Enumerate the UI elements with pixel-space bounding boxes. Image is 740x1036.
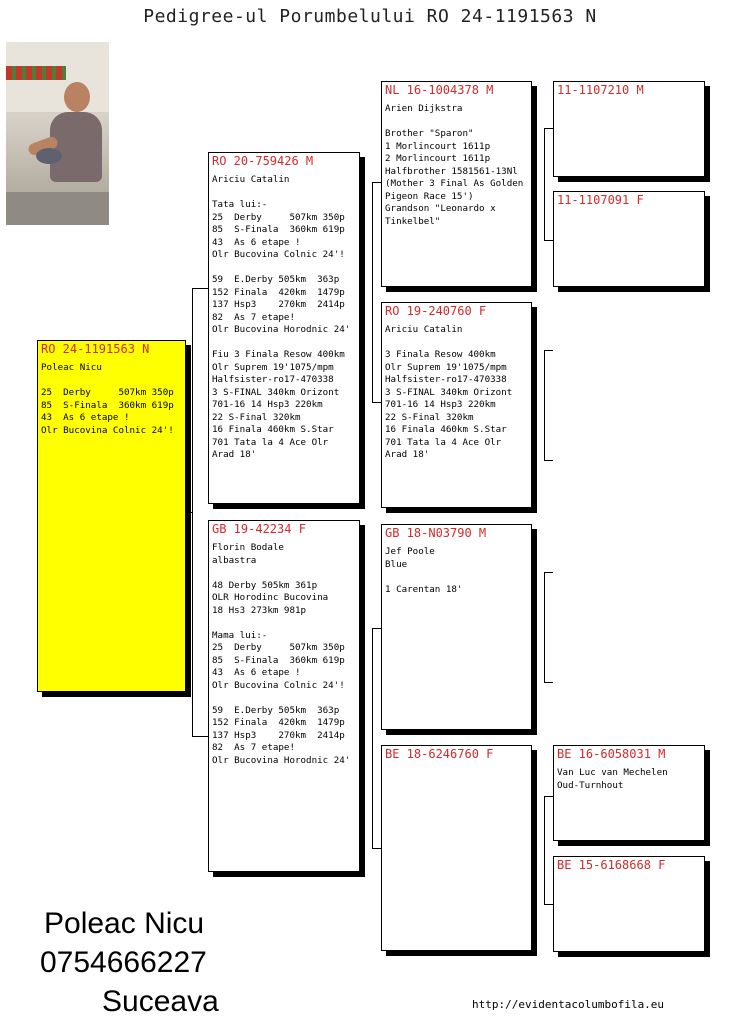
sire-sire-details: Arien Dijkstra Brother "Sparon" 1 Morlincourt 1611p 2 Morlincourt 1611p Halfbrother 1581561-13Nl (Mother 3 Final As Golden Pigeon Race 15') Grandson "Leonardo x Tinkelbel" xyxy=(385,103,524,227)
sire-dam-ring: RO 19-240760 F xyxy=(385,304,487,318)
breeder-photo xyxy=(6,42,109,225)
dam-box[interactable] xyxy=(208,520,360,872)
sire-details: Ariciu Catalin Tata lui:- 25 Derby 507km 350p 85 S-Finala 360km 619p 43 As 6 etape ! Olr Bucovina Colnic 24'! 59 E.Derby 505km 363p 152 Finala 420km 1479p 137 Hsp3 270km 2414p 82 As 7 etape! Olr Bucovina Horodnic 24' Fiu 3 Finala Resow 400km Olr Suprem 19'1075/mpm Halfsister-ro17-470338 3 S-FINAL 340km Orizont 701-16 14 Hsp3 220km 22 S-Final 320km 16 Finala 460km S.Star 701 Tata la 4 Ace Olr Arad 18' xyxy=(212,174,351,460)
owner-phone: 0754666227 xyxy=(40,946,207,979)
page-title: Pedigree-ul Porumbelului RO 24-1191563 N xyxy=(143,6,597,27)
subject-details: Poleac Nicu 25 Derby 507km 350p 85 S-Finala 360km 619p 43 As 6 etape ! Olr Bucovina Colnic 24'! xyxy=(41,362,174,436)
connector-sire-dam xyxy=(544,350,545,460)
dd-sire-details: Van Luc van Mechelen Oud-Turnhout xyxy=(557,767,668,791)
dam-sire-ring: GB 18-N03790 M xyxy=(385,526,487,540)
sire-ring: RO 20-759426 M xyxy=(212,154,314,168)
subject-ring: RO 24-1191563 N xyxy=(41,342,150,356)
sire-dam-details: Ariciu Catalin 3 Finala Resow 400km Olr Suprem 19'1075/mpm Halfsister-ro17-470338 3 S-FINAL 340km Orizont 701-16 14 Hsp3 220km 22 S-Final 320km 16 Finala 460km S.Star 701 Tata la 4 Ace Olr Arad 18' xyxy=(385,324,513,460)
dd-sire-box[interactable] xyxy=(553,745,705,841)
connector-dam-sire xyxy=(544,572,545,682)
connector-sire xyxy=(372,182,373,402)
ss-sire-box[interactable] xyxy=(553,81,705,177)
dd-dam-box[interactable] xyxy=(553,856,705,952)
connector-dam xyxy=(372,628,373,848)
owner-name: Poleac Nicu xyxy=(44,907,205,940)
subject-box[interactable] xyxy=(37,340,186,692)
dd-dam-ring: BE 15-6168668 F xyxy=(557,858,666,872)
website-link[interactable]: http://evidentacolumbofila.eu xyxy=(472,998,665,1011)
ss-sire-ring: 11-1107210 M xyxy=(557,83,644,97)
dam-dam-box[interactable] xyxy=(381,745,532,951)
dam-details: Florin Bodale albastra 48 Derby 505km 361p OLR Horodinc Bucovina 18 Hs3 273km 981p Mama lui:- 25 Derby 507km 350p 85 S-Finala 360km 619p 43 As 6 etape ! Olr Bucovina Colnic 24'! 59 E.Derby 505km 363p 152 Finala 420km 1479p 137 Hsp3 270km 2414p 82 As 7 etape! Olr Bucovina Horodnic 24' xyxy=(212,542,351,766)
owner-city: Suceava xyxy=(102,985,219,1018)
sire-sire-ring: NL 16-1004378 M xyxy=(385,83,494,97)
dam-sire-box[interactable] xyxy=(381,524,532,730)
ss-dam-box[interactable] xyxy=(553,191,705,287)
ss-dam-ring: 11-1107091 F xyxy=(557,193,644,207)
dam-ring: GB 19-42234 F xyxy=(212,522,306,536)
dam-dam-ring: BE 18-6246760 F xyxy=(385,747,494,761)
connector-dam-dam xyxy=(544,796,545,904)
sire-dam-box[interactable] xyxy=(381,302,532,508)
dam-sire-details: Jef Poole Blue 1 Carentan 18' xyxy=(385,546,463,595)
connector-sire-sire xyxy=(544,128,545,240)
sire-box[interactable] xyxy=(208,152,360,504)
sire-sire-box[interactable] xyxy=(381,81,532,287)
dd-sire-ring: BE 16-6058031 M xyxy=(557,747,666,761)
